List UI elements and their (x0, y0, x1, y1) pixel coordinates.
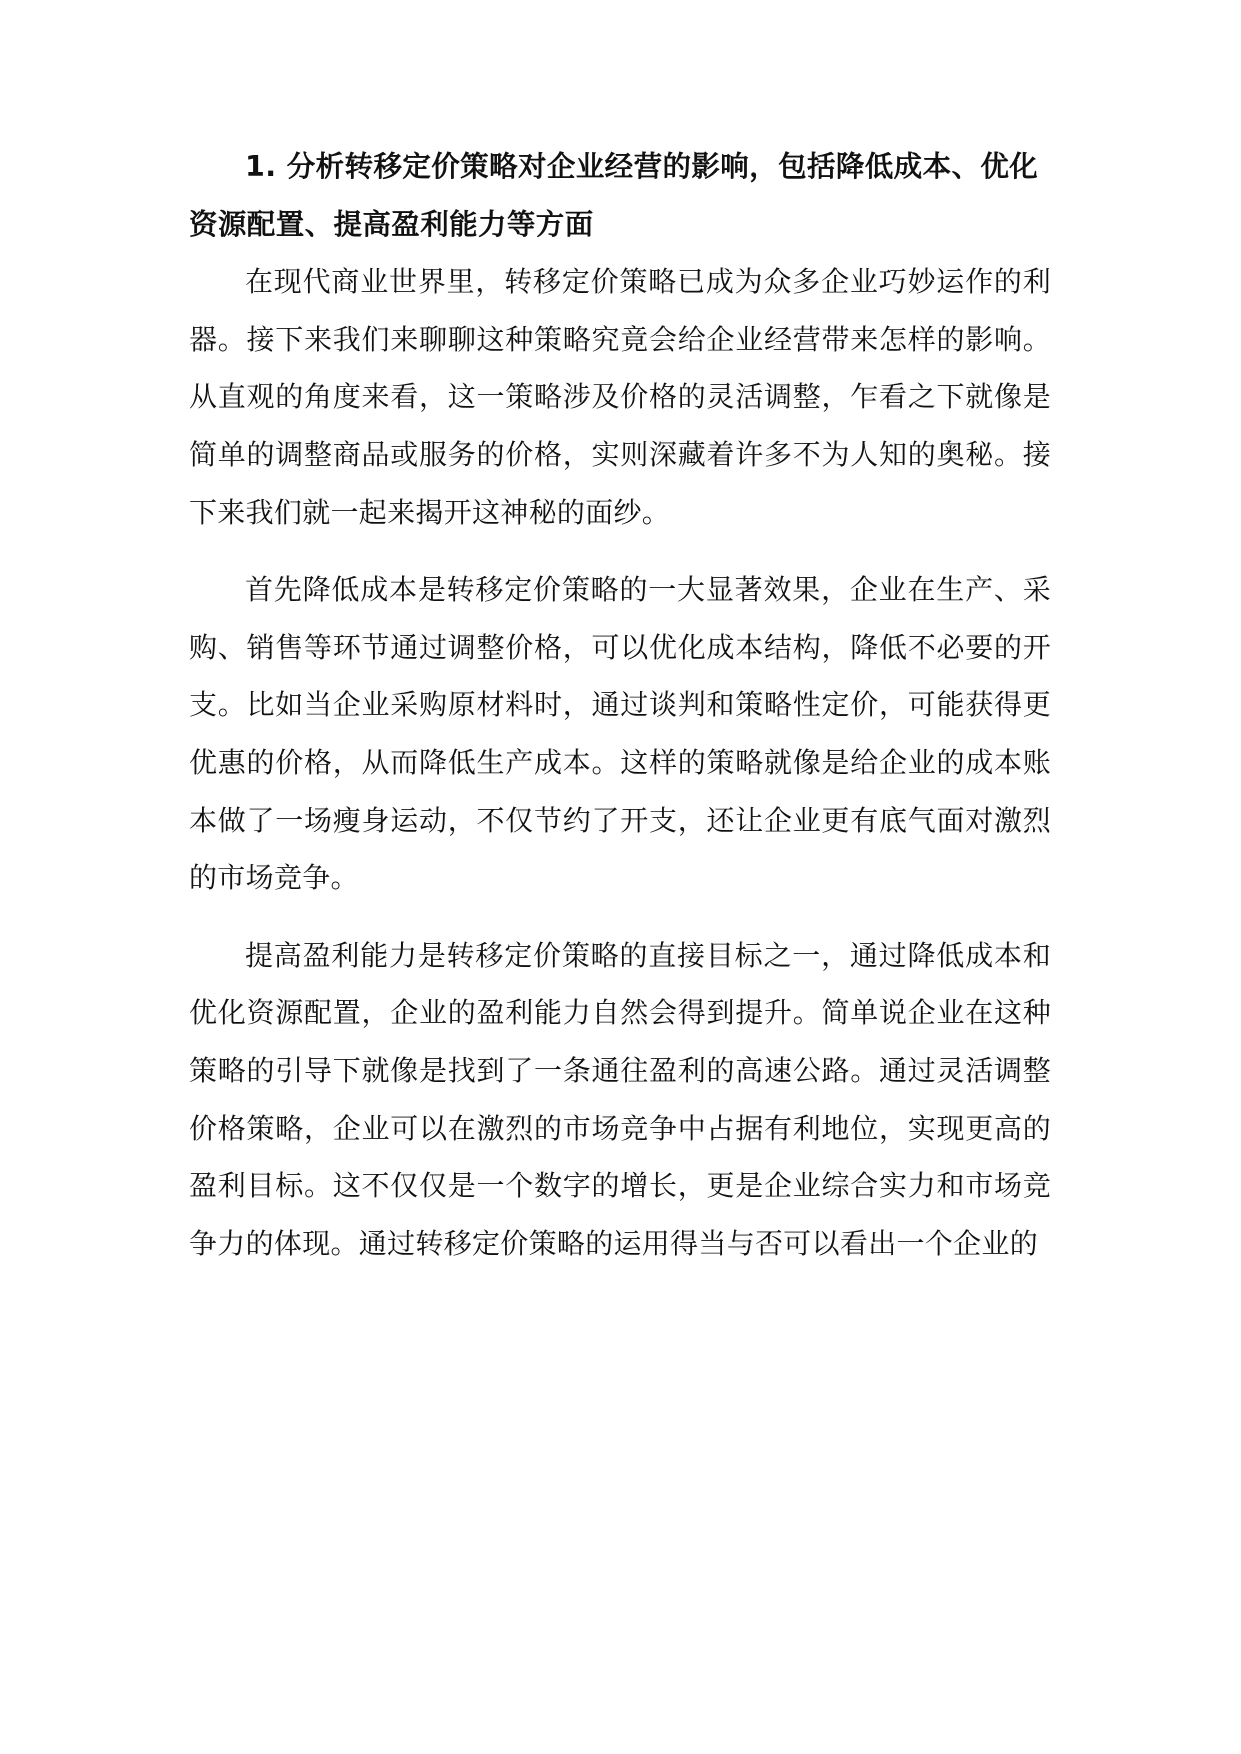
section-heading: 1. 分析转移定价策略对企业经营的影响，包括降低成本、优化资源配置、提高盈利能力等方面 (189, 150, 1039, 241)
paragraph-profitability: 提高盈利能力是转移定价策略的直接目标之一，通过降低成本和优化资源配置，企业的盈利能力自然会得到提升。简单说企业在这种策略的引导下就像是找到了一条通往盈利的高速公路。通过灵活调整价格策略，企业可以在激烈的市场竞争中占据有利地位，实现更高的盈利目标。这不仅仅是一个数字的增长，更是企业综合实力和市场竞争力的体现。通过转移定价策略的运用得当与否可以看出一个企业的 (189, 938, 1051, 1260)
paragraph-cost-reduction: 首先降低成本是转移定价策略的一大显著效果，企业在生产、采购、销售等环节通过调整价格，可以优化成本结构，降低不必要的开支。比如当企业采购原材料时，通过谈判和策略性定价，可能获得更优惠的价格，从而降低生产成本。这样的策略就像是给企业的成本账本做了一场瘦身运动，不仅节约了开支，还让企业更有底气面对激烈的市场竞争。 (189, 573, 1051, 895)
document-body (189, 138, 1051, 1272)
paragraph-intro: 在现代商业世界里，转移定价策略已成为众多企业巧妙运作的利器。接下来我们来聊聊这种策略究竟会给企业经营带来怎样的影响。从直观的角度来看，这一策略涉及价格的灵活调整，乍看之下就像是简单的调整商品或服务的价格，实则深藏着许多不为人知的奥秘。接下来我们就一起来揭开这神秘的面纱。 (189, 265, 1051, 529)
